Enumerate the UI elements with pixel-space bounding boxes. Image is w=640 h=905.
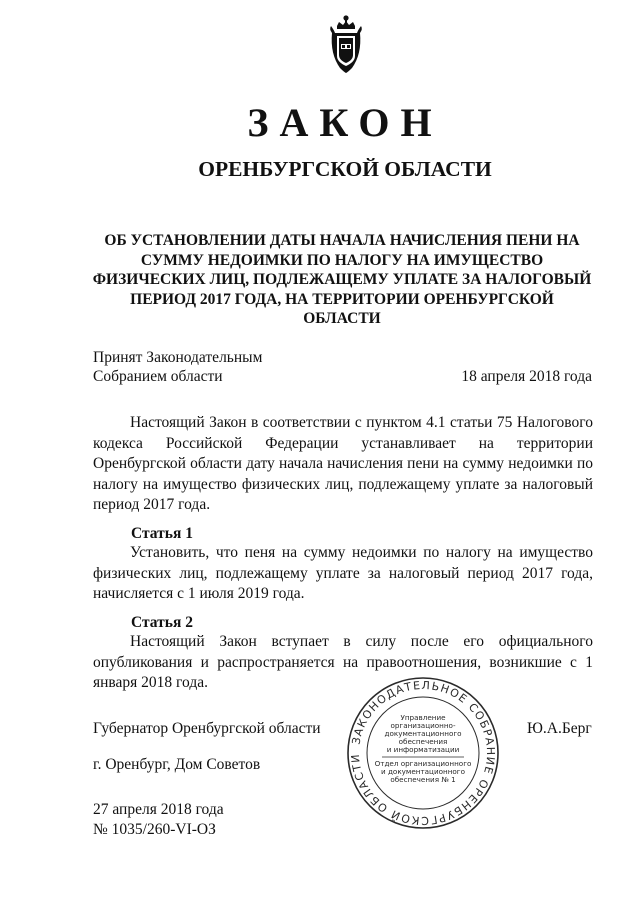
law-subject-line: ОБ УСТАНОВЛЕНИИ ДАТЫ НАЧАЛА НАЧИСЛЕНИЯ ПЕНИ НА <box>104 232 580 249</box>
signing-date: 27 апреля 2018 года <box>93 801 224 818</box>
adoption-line: Принят Законодательным <box>93 349 263 366</box>
preamble-paragraph: Настоящий Закон в соответствии с пунктом 4.1 статьи 75 Налогового кодекса Российской Федерации устанавливает на территории Оренбургской области дату начала начисления пени на сумму недоимки по налогу на имущество физических лиц, подлежащему уплате за налоговый период 2017 года. <box>93 414 593 513</box>
article-1-title: Статья 1 <box>131 525 193 542</box>
article-2-text: Настоящий Закон вступает в силу после его официального опубликования и распространяется на правоотношения, возникшие с 1 января 2018 года. <box>93 633 593 691</box>
document-region: ОРЕНБУРГСКОЙ ОБЛАСТИ <box>198 157 492 181</box>
law-subject-line: СУММУ НЕДОИМКИ ПО НАЛОГУ НА ИМУЩЕСТВО <box>140 251 544 269</box>
seal-inner-line: документационного <box>384 729 462 738</box>
adoption-line: Собранием области <box>93 368 223 385</box>
document-title: ЗАКОН <box>247 100 443 145</box>
seal-inner-line: организационно- <box>390 721 456 730</box>
law-subject <box>92 231 592 329</box>
seal-inner-line: и информатизации <box>386 745 460 754</box>
signing-info <box>93 800 224 840</box>
seal-inner-line: Управление <box>400 713 446 722</box>
signatory-position: Губернатор Оренбургской области <box>93 720 321 737</box>
signatory-name: Ю.А.Берг <box>527 720 592 737</box>
article-1-text: Установить, что пеня на сумму недоимки по налогу на имущество физических лиц, подлежащему уплате за налоговый период 2017 года, начисляется с 1 июля 2019 года. <box>93 544 593 602</box>
adoption-date: 18 апреля 2018 года <box>461 368 592 385</box>
seal-inner-line: обеспечения <box>398 737 448 746</box>
seal-inner-line: обеспечения № 1 <box>390 775 456 784</box>
official-seal <box>346 676 500 830</box>
law-subject-line: ФИЗИЧЕСКИХ ЛИЦ, ПОДЛЕЖАЩЕМУ УПЛАТЕ ЗА НАЛОГОВЫЙ <box>92 271 592 288</box>
signing-place: г. Оренбург, Дом Советов <box>93 756 261 773</box>
adoption-info <box>93 348 262 386</box>
law-subject-line: ПЕРИОД 2017 ГОДА, НА ТЕРРИТОРИИ ОРЕНБУРГСКОЙ ОБЛАСТИ <box>130 290 554 327</box>
law-number: № 1035/260-VI-ОЗ <box>93 821 216 838</box>
article-2-title: Статья 2 <box>131 614 193 631</box>
coat-of-arms-icon <box>326 14 366 76</box>
seal-inner-line: и документационного <box>381 767 465 776</box>
seal-ring-text: ЗАКОНОДАТЕЛЬНОЕ СОБРАНИЕ ОРЕНБУРГСКОЙ ОБЛАСТИ <box>348 678 498 828</box>
seal-inner-line: Отдел организационного <box>374 759 472 768</box>
